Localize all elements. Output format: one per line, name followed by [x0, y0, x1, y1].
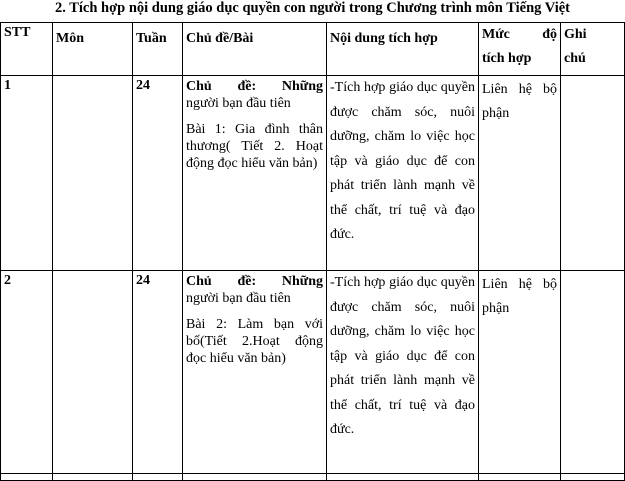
- header-ghichu: Ghi chú: [561, 23, 625, 76]
- section-title: 2. Tích hợp nội dung giáo dục quyền con người trong Chương trình môn Tiếng Việt: [54, 0, 571, 16]
- row-chude: Chủ đề: Những người bạn đầu tiên Bài 2: Làm bạn với bố(Tiết 2.Hoạt động đọc hiểu văn bản): [183, 271, 327, 474]
- row-tuan: 24: [133, 76, 183, 271]
- lesson-text: Bài 1: Gia đình thân thương( Tiết 2. Hoạt động đọc hiểu văn bản): [186, 122, 323, 171]
- table-row-partial: [1, 474, 625, 481]
- header-noidung: Nội dung tích hợp: [327, 23, 479, 76]
- row-noidung: -Tích hợp giáo dục quyền được chăm sóc, nuôi dưỡng, chăm lo việc học tập và giáo dục để con phát triển lành mạnh về thể chất, trí tuệ và đạo đức.: [327, 76, 479, 271]
- header-tuan: Tuần: [133, 23, 183, 76]
- header-chude: Chủ đề/Bài: [183, 23, 327, 76]
- header-row: [1, 23, 625, 76]
- header-stt: STT: [1, 23, 53, 76]
- header-mucdo: Mức độ tích hợp: [479, 23, 561, 76]
- lesson-text: Bài 2: Làm bạn với bố(Tiết 2.Hoạt động đọc hiểu văn bản): [186, 317, 323, 366]
- row-chude: Chủ đề: Những người bạn đầu tiên Bài 1: Gia đình thân thương( Tiết 2. Hoạt động đọc hiểu văn bản): [183, 76, 327, 271]
- row-stt: 2: [1, 271, 53, 474]
- row-mon: [53, 76, 133, 271]
- row-mucdo: Liên hệ bộ phận: [479, 271, 561, 474]
- table-row: [1, 76, 625, 271]
- row-tuan: 24: [133, 271, 183, 474]
- row-ghichu: [561, 76, 625, 271]
- row-mucdo: Liên hệ bộ phận: [479, 76, 561, 271]
- row-stt: 1: [1, 76, 53, 271]
- table-row: [1, 271, 625, 474]
- header-mon: Môn: [53, 23, 133, 76]
- row-mon: [53, 271, 133, 474]
- row-noidung: -Tích hợp giáo dục quyền được chăm sóc, nuôi dưỡng, chăm lo việc học tập và giáo dục để con phát triển lành mạnh về thể chất, trí tuệ và đạo đức.: [327, 271, 479, 474]
- row-ghichu: [561, 271, 625, 474]
- integration-table: [0, 22, 625, 481]
